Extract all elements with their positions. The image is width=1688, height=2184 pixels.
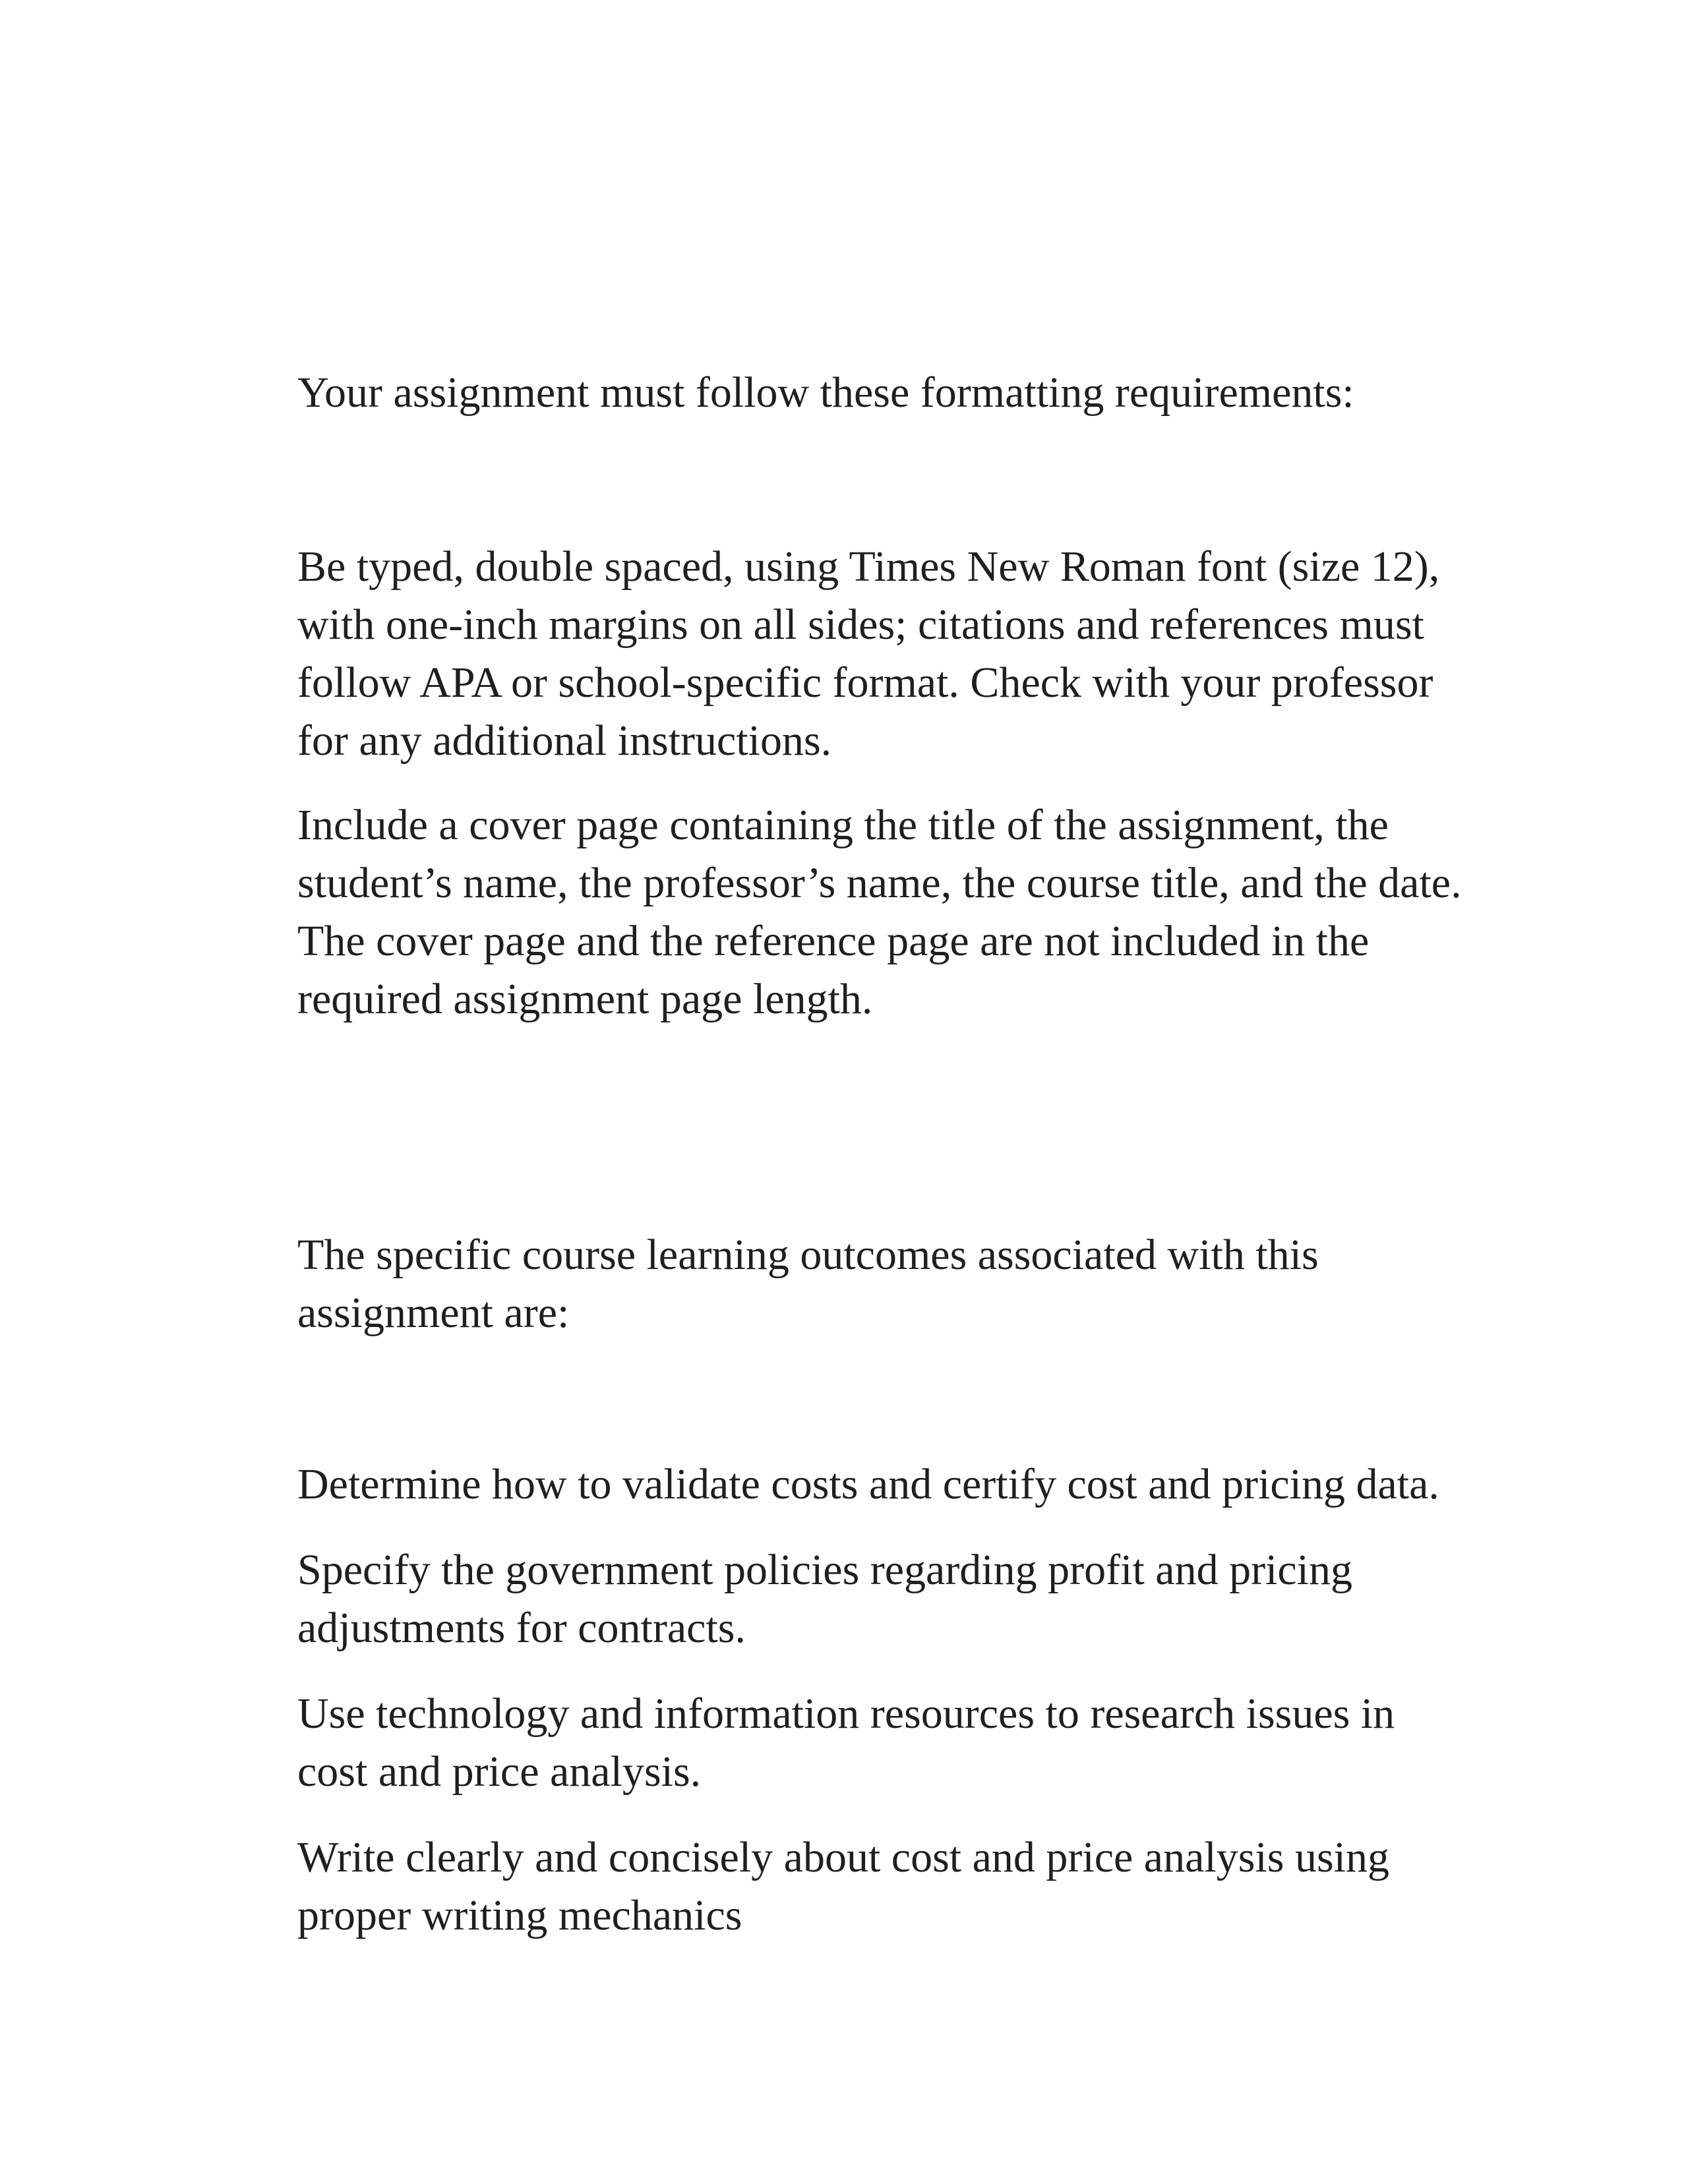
formatting-requirements-paragraph — [297, 538, 1550, 770]
learning-outcomes-heading — [297, 1226, 1550, 1342]
text-line: with one-inch margins on all sides; citations and references must — [297, 601, 1424, 649]
cover-page-paragraph — [297, 796, 1550, 1028]
text-line: The specific course learning outcomes associated with this — [297, 1231, 1319, 1279]
text-line: cost and price analysis. — [297, 1748, 702, 1796]
text-line: Specify the government policies regarding profit and pricing — [297, 1546, 1353, 1594]
text-line: Use technology and information resources to research issues in — [297, 1690, 1395, 1738]
text-line: proper writing mechanics — [297, 1891, 742, 1939]
text-line: Your assignment must follow these formatting requirements: — [297, 369, 1354, 417]
text-line: required assignment page length. — [297, 975, 873, 1023]
text-line: follow APA or school-specific format. Check with your professor — [297, 659, 1433, 707]
text-line: for any additional instructions. — [297, 717, 832, 765]
text-line: assignment are: — [297, 1289, 570, 1337]
text-line: Write clearly and concisely about cost and price analysis using — [297, 1833, 1389, 1881]
text-line: Determine how to validate costs and certify cost and pricing data. — [297, 1460, 1439, 1508]
learning-outcome-item — [297, 1829, 1550, 1945]
learning-outcome-item — [297, 1685, 1550, 1801]
text-line: Include a cover page containing the title of the assignment, the — [297, 801, 1389, 849]
text-line: student’s name, the professor’s name, the course title, and the date. — [297, 859, 1462, 907]
text-line: adjustments for contracts. — [297, 1604, 746, 1652]
learning-outcome-item — [297, 1456, 1550, 1514]
text-line: Be typed, double spaced, using Times New Roman font (size 12), — [297, 543, 1440, 591]
learning-outcome-item — [297, 1541, 1550, 1657]
text-line: The cover page and the reference page are not included in the — [297, 917, 1370, 965]
intro-paragraph — [297, 364, 1550, 422]
